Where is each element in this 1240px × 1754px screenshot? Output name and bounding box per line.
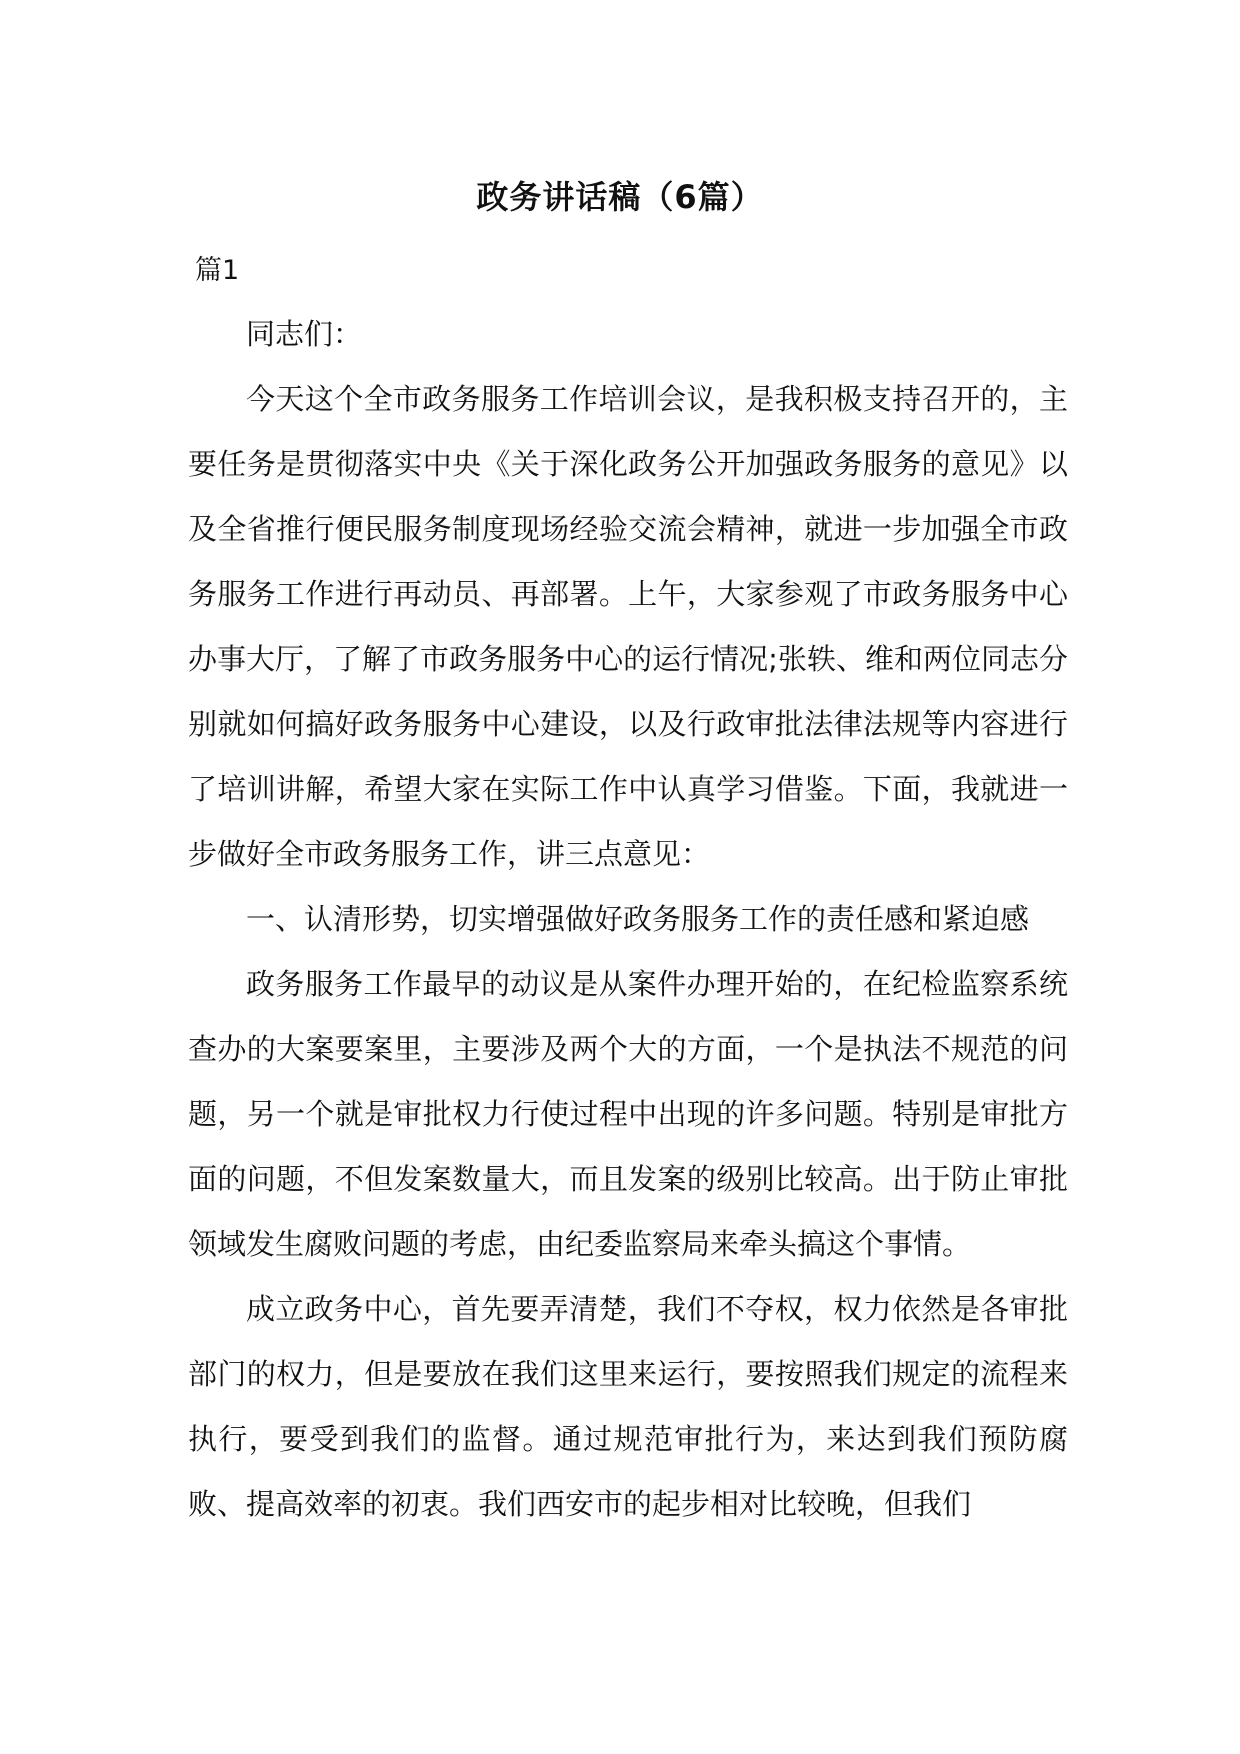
section-heading-1: 一、认清形势，切实增强做好政务服务工作的责任感和紧迫感 (246, 902, 1030, 936)
salutation: 同志们： (246, 317, 363, 351)
section-label: 篇1 (195, 255, 240, 286)
document-body (188, 302, 1068, 1537)
paragraph-intro: 今天这个全市政务服务工作培训会议，是我积极支持召开的，主要任务是贯彻落实中央《关于深化政务公开加强政务服务的意见》以及全省推行便民服务制度现场经验交流会精神，就进一步加强全市政务服务工作进行再动员、再部署。上午，大家参观了市政务服务中心办事大厅，了解了市政务服务中心的运行情况;张轶、维和两位同志分别就如何搞好政务服务中心建设，以及行政审批法律法规等内容进行了培训讲解，希望大家在实际工作中认真学习借鉴。下面，我就进一步做好全市政务服务工作，讲三点意见： (188, 382, 1068, 871)
paragraph-center: 成立政务中心，首先要弄清楚，我们不夺权，权力依然是各审批部门的权力，但是要放在我们这里来运行，要按照我们规定的流程来执行，要受到我们的监督。通过规范审批行为，来达到我们预防腐败、提高效率的初衷。我们西安市的起步相对比较晚，但我们 (188, 1292, 1068, 1521)
paragraph-background: 政务服务工作最早的动议是从案件办理开始的，在纪检监察系统查办的大案要案里，主要涉及两个大的方面，一个是执法不规范的问题，另一个就是审批权力行使过程中出现的许多问题。特别是审批方面的问题，不但发案数量大，而且发案的级别比较高。出于防止审批领域发生腐败问题的考虑，由纪委监察局来牵头搞这个事情。 (188, 967, 1068, 1261)
document-title: 政务讲话稿（6篇） (476, 178, 764, 216)
